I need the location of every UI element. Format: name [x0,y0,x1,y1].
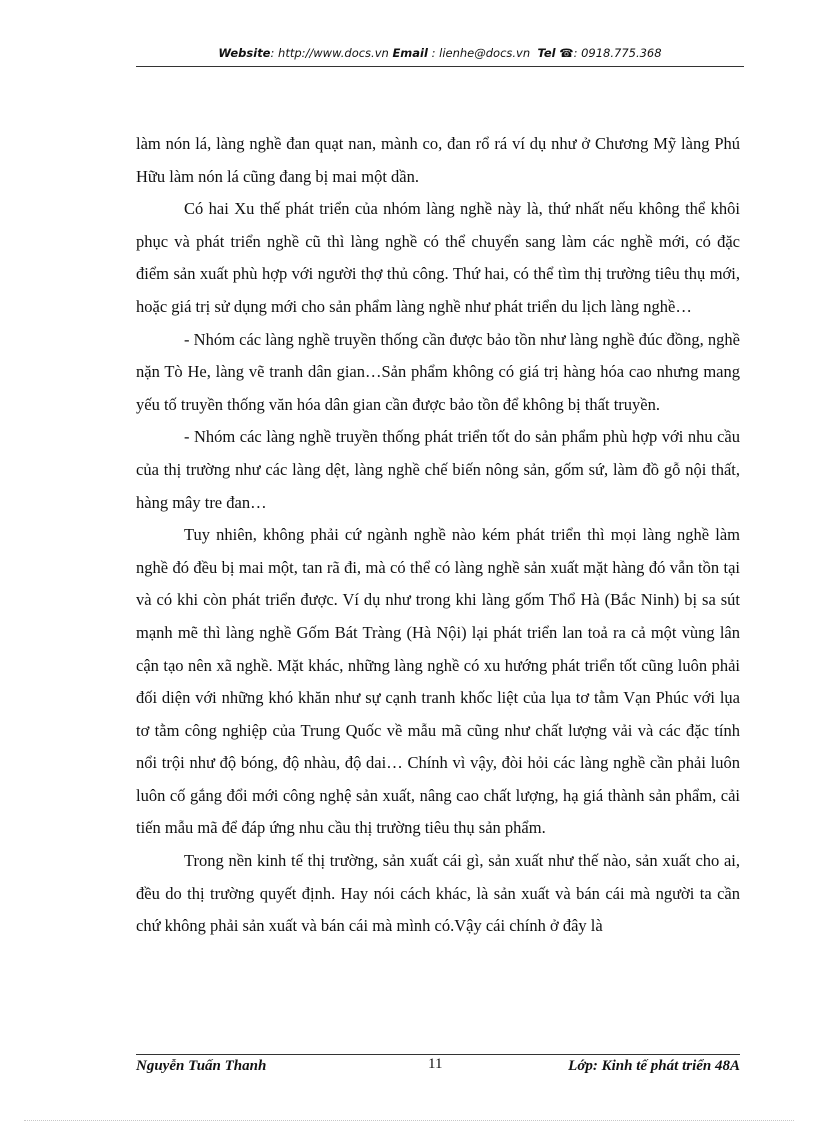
email-label: Email [392,46,428,60]
footer-author: Nguyễn Tuấn Thanh [136,1058,267,1074]
page-footer [136,1056,740,1078]
paragraph: - Nhóm các làng nghề truyền thống cần được bảo tồn như làng nghề đúc đồng, nghề nặn Tò He, làng vẽ tranh dân gian…Sản phẩm không có giá trị hàng hóa cao nhưng mang yếu tố truyền thống văn hóa dân gian cần được bảo tồn để không bị thất truyền. [136,329,740,414]
paragraph: - Nhóm các làng nghề truyền thống phát triển tốt do sản phẩm phù hợp với nhu cầu của thị trường như các làng dệt, làng nghề chế biến nông sản, gốm sứ, làm đồ gỗ nội thất, hàng mây tre đan… [136,427,740,512]
paragraph: Tuy nhiên, không phải cứ ngành nghề nào kém phát triển thì mọi làng nghề làm nghề đó đều bị mai một, tan rã đi, mà có thể có làng nghề sản xuất mặt hàng đó vẫn tồn tại và có khi còn phát triển được. Ví dụ như trong khi làng gốm Thổ Hà (Bắc Ninh) bị sa sút mạnh mẽ thì làng nghề Gốm Bát Tràng (Hà Nội) lại phát triển lan toả ra cả một vùng lân cận tạo nên xã nghề. Mặt khác, những làng nghề có xu hướng phát triển tốt cũng luôn phải đối diện với những khó khăn như sự cạnh tranh khốc liệt của lụa tơ tằm Vạn Phúc với lụa tơ tằm công nghiệp của Trung Quốc về mẫu mã cũng như chất lượng vải và các đặc tính nổi trội như độ bóng, độ nhàu, độ dai… Chính vì vậy, đòi hỏi các làng nghề cần phải luôn luôn cố gắng đổi mới công nghệ sản xuất, nâng cao chất lượng, hạ giá thành sản phẩm, cải tiến mẫu mã để đáp ứng nhu cầu thị trường tiêu thụ sản phẩm. [136,525,740,838]
tel-label: Tel [537,46,556,60]
paragraph: Có hai Xu thế phát triển của nhóm làng nghề này là, thứ nhất nếu không thể khôi phục và phát triển nghề cũ thì làng nghề có thể chuyển sang làm các nghề mới, có đặc điểm sản xuất phù hợp với người thợ thủ công. Thứ hai, có thể tìm thị trường tiêu thụ mới, hoặc giá trị sử dụng mới cho sản phẩm làng nghề như phát triển du lịch làng nghề… [136,199,740,316]
footer-class: Lớp: Kinh tế phát triển 48A [568,1058,740,1074]
paragraph: làm nón lá, làng nghề đan quạt nan, mành co, đan rổ rá ví dụ như ở Chương Mỹ làng Phú Hữu làm nón lá cũng đang bị mai một dần. [136,134,740,186]
tel-value: : 0918.775.368 [573,46,662,60]
header-divider [136,66,744,67]
website-value: : http://www.docs.vn [270,46,389,60]
page-header [136,46,744,60]
footer-divider [136,1054,740,1055]
page-number: 11 [428,1056,443,1072]
paragraph: Trong nền kinh tế thị trường, sản xuất cái gì, sản xuất như thế nào, sản xuất cho ai, đều do thị trường quyết định. Hay nói cách khác, là sản xuất và bán cái mà người ta cần chứ không phải sản xuất và bán cái mà mình có.Vậy cái chính ở đây là [136,851,740,936]
email-value: : lienhe@docs.vn [431,46,531,60]
body-text [136,128,740,943]
website-label: Website [218,46,271,60]
phone-icon: ☎ [559,46,574,60]
page-bottom-border [24,1120,794,1121]
